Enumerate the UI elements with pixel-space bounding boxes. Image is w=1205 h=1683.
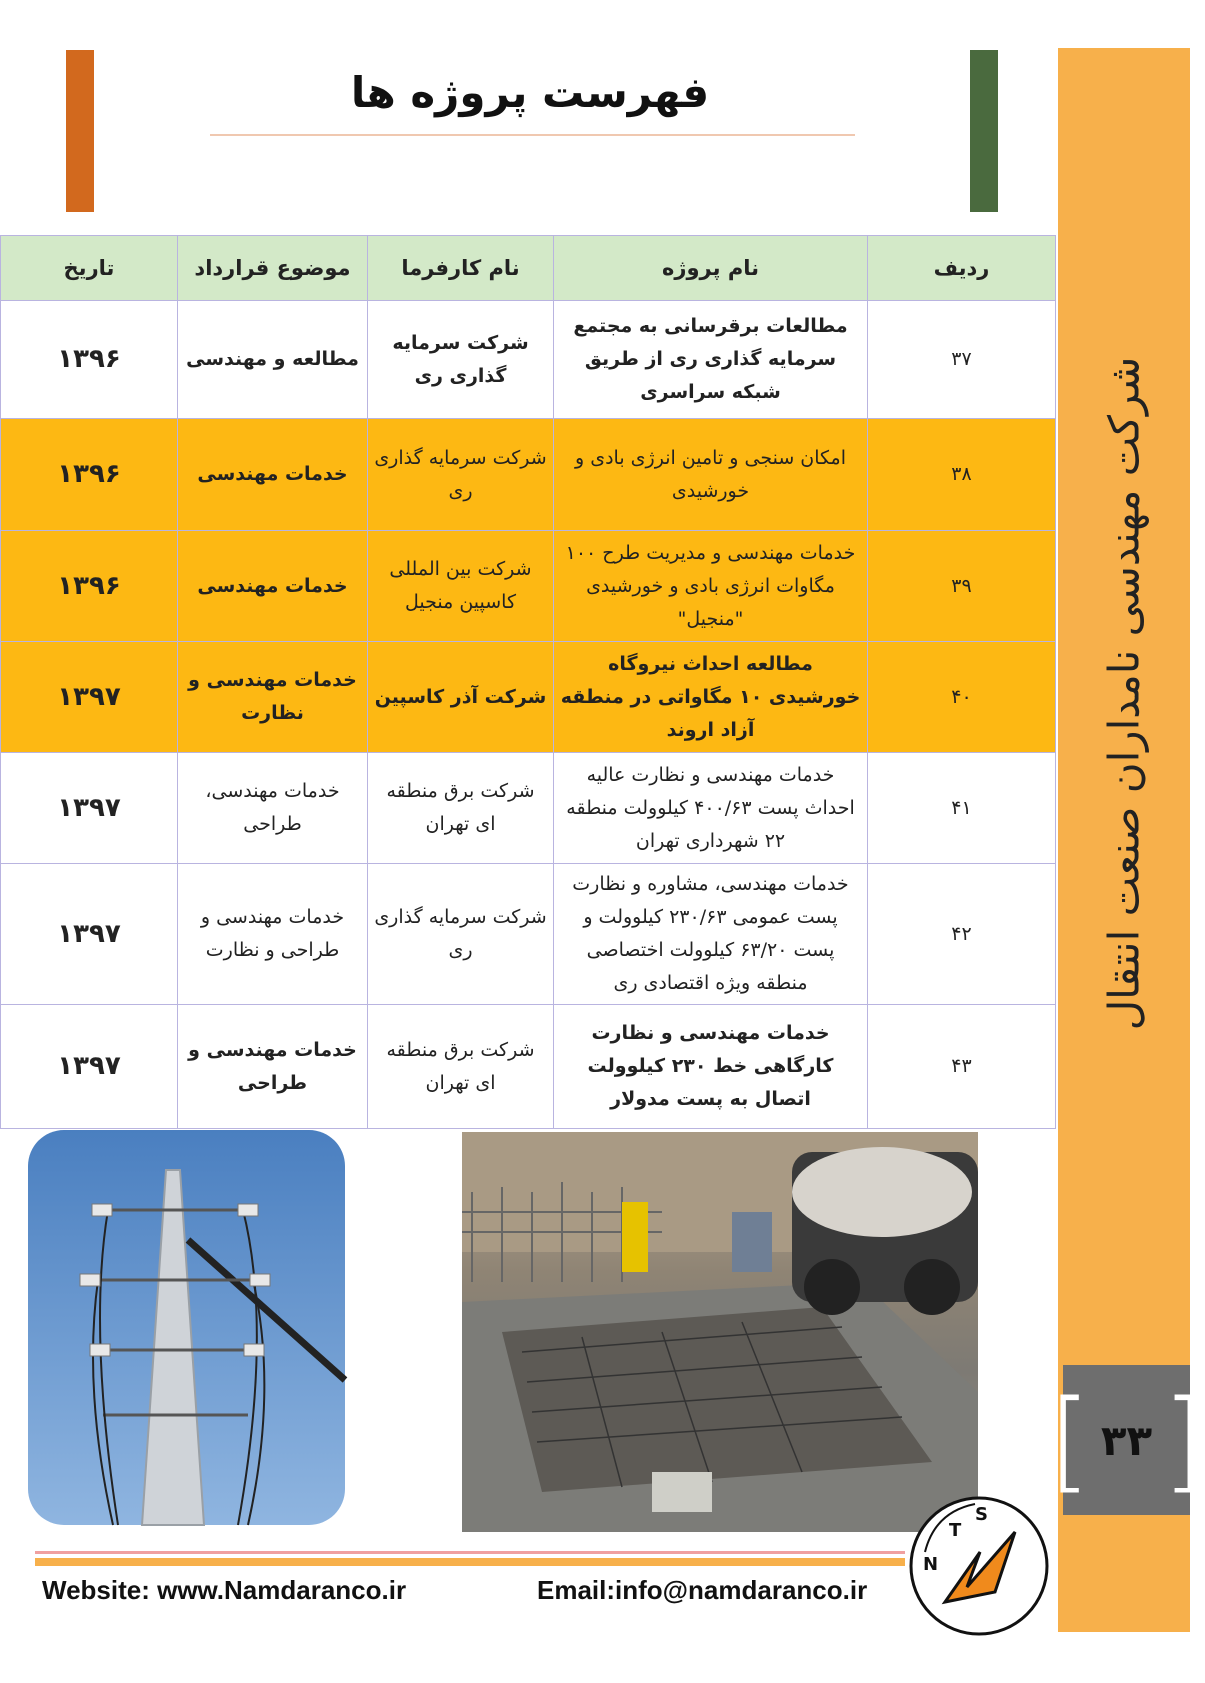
cell-project: مطالعه احداث نیروگاه خورشیدی ۱۰ مگاواتی در منطقه آزاد اروند	[554, 642, 868, 753]
pole-illustration	[28, 1130, 345, 1525]
cell-date: ۱۳۹۶	[1, 301, 178, 419]
cell-row-num: ۴۲	[868, 864, 1056, 1005]
footer-line-thin	[35, 1551, 905, 1554]
header-date: تاریخ	[1, 236, 178, 301]
cell-employer: شرکت سرمایه گذاری ری	[368, 419, 554, 531]
table-row	[1, 753, 1056, 864]
cell-subject: مطالعه و مهندسی	[178, 301, 368, 419]
cell-employer: شرکت برق منطقه ای تهران	[368, 1005, 554, 1129]
header-subject: موضوع قرارداد	[178, 236, 368, 301]
right-decoration-bar	[970, 50, 998, 212]
side-band-text-wrap	[1058, 48, 1190, 1338]
page-number-box	[1047, 1365, 1205, 1515]
logo-icon	[905, 1492, 1053, 1640]
construction-illustration	[462, 1132, 978, 1532]
cell-project: خدمات مهندسی و نظارت کارگاهی خط ۲۳۰ کیلوولت اتصال به پست مدولار	[554, 1005, 868, 1129]
cell-row-num: ۳۹	[868, 531, 1056, 642]
logo-letter-t: T	[949, 1520, 962, 1541]
cell-project: خدمات مهندسی، مشاوره و نظارت پست عمومی ۲۳۰/۶۳ کیلوولت و پست ۶۳/۲۰ کیلوولت اختصاصی منطقه ویژه اقتصادی ری	[554, 864, 868, 1005]
logo-letter-s: S	[975, 1504, 988, 1525]
projects-table	[0, 235, 1056, 1129]
cell-subject: خدمات مهندسی، طراحی	[178, 753, 368, 864]
header-employer: نام کارفرما	[368, 236, 554, 301]
cell-project: خدمات مهندسی و نظارت عالیه احداث پست ۴۰۰/۶۳ کیلوولت منطقه ۲۲ شهرداری تهران	[554, 753, 868, 864]
cell-row-num: ۴۳	[868, 1005, 1056, 1129]
page-title: فهرست پروژه ها	[350, 68, 710, 117]
cell-project: امکان سنجی و تامین انرژی بادی و خورشیدی	[554, 419, 868, 531]
cell-subject: خدمات مهندسی	[178, 419, 368, 531]
cell-employer: شرکت آذر کاسپین	[368, 642, 554, 753]
website-text[interactable]: Website: www.Namdaranco.ir	[42, 1575, 407, 1605]
cell-employer: شرکت بین المللی کاسپین منجیل	[368, 531, 554, 642]
table-row	[1, 531, 1056, 642]
cell-row-num: ۳۷	[868, 301, 1056, 419]
cell-employer: شرکت سرمایه گذاری ری	[368, 864, 554, 1005]
cell-date: ۱۳۹۷	[1, 642, 178, 753]
cell-subject: خدمات مهندسی و نظارت	[178, 642, 368, 753]
bracket-left: ]	[1162, 1376, 1205, 1504]
company-logo	[905, 1492, 1053, 1640]
title-underline	[210, 134, 855, 136]
cell-date: ۱۳۹۶	[1, 531, 178, 642]
cell-subject: خدمات مهندسی	[178, 531, 368, 642]
cell-subject: خدمات مهندسی و طراحی	[178, 1005, 368, 1129]
email-text[interactable]: Email:info@namdaranco.ir	[537, 1575, 868, 1605]
table-row	[1, 419, 1056, 531]
cell-date: ۱۳۹۷	[1, 864, 178, 1005]
bracket-right: [	[1047, 1376, 1091, 1504]
logo-letter-n: N	[923, 1554, 939, 1575]
cell-employer: شرکت سرمایه گذاری ری	[368, 301, 554, 419]
cell-employer: شرکت برق منطقه ای تهران	[368, 753, 554, 864]
transmission-pole-photo	[28, 1130, 345, 1525]
cell-date: ۱۳۹۷	[1, 753, 178, 864]
cell-date: ۱۳۹۷	[1, 1005, 178, 1129]
header-project: نام پروژه	[554, 236, 868, 301]
cell-project: مطالعات برقرسانی به مجتمع سرمایه گذاری ری از طریق شبکه سراسری	[554, 301, 868, 419]
table-row	[1, 642, 1056, 753]
construction-site-photo	[462, 1132, 978, 1532]
table-header-row	[1, 236, 1056, 301]
cell-date: ۱۳۹۶	[1, 419, 178, 531]
cell-row-num: ۳۸	[868, 419, 1056, 531]
header-row-num: ردیف	[868, 236, 1056, 301]
company-name: شرکت مهندسی نامداران صنعت انتقال	[1099, 356, 1149, 1030]
table-row	[1, 1005, 1056, 1129]
left-decoration-bar	[66, 50, 94, 212]
table-row	[1, 301, 1056, 419]
cell-row-num: ۴۰	[868, 642, 1056, 753]
cell-row-num: ۴۱	[868, 753, 1056, 864]
page-number: ۳۳	[1100, 1415, 1153, 1465]
cell-project: خدمات مهندسی و مدیریت طرح ۱۰۰ مگاوات انرژی بادی و خورشیدی "منجیل"	[554, 531, 868, 642]
cell-subject: خدمات مهندسی و طراحی و نظارت	[178, 864, 368, 1005]
table-row	[1, 864, 1056, 1005]
footer-line-thick	[35, 1558, 905, 1566]
